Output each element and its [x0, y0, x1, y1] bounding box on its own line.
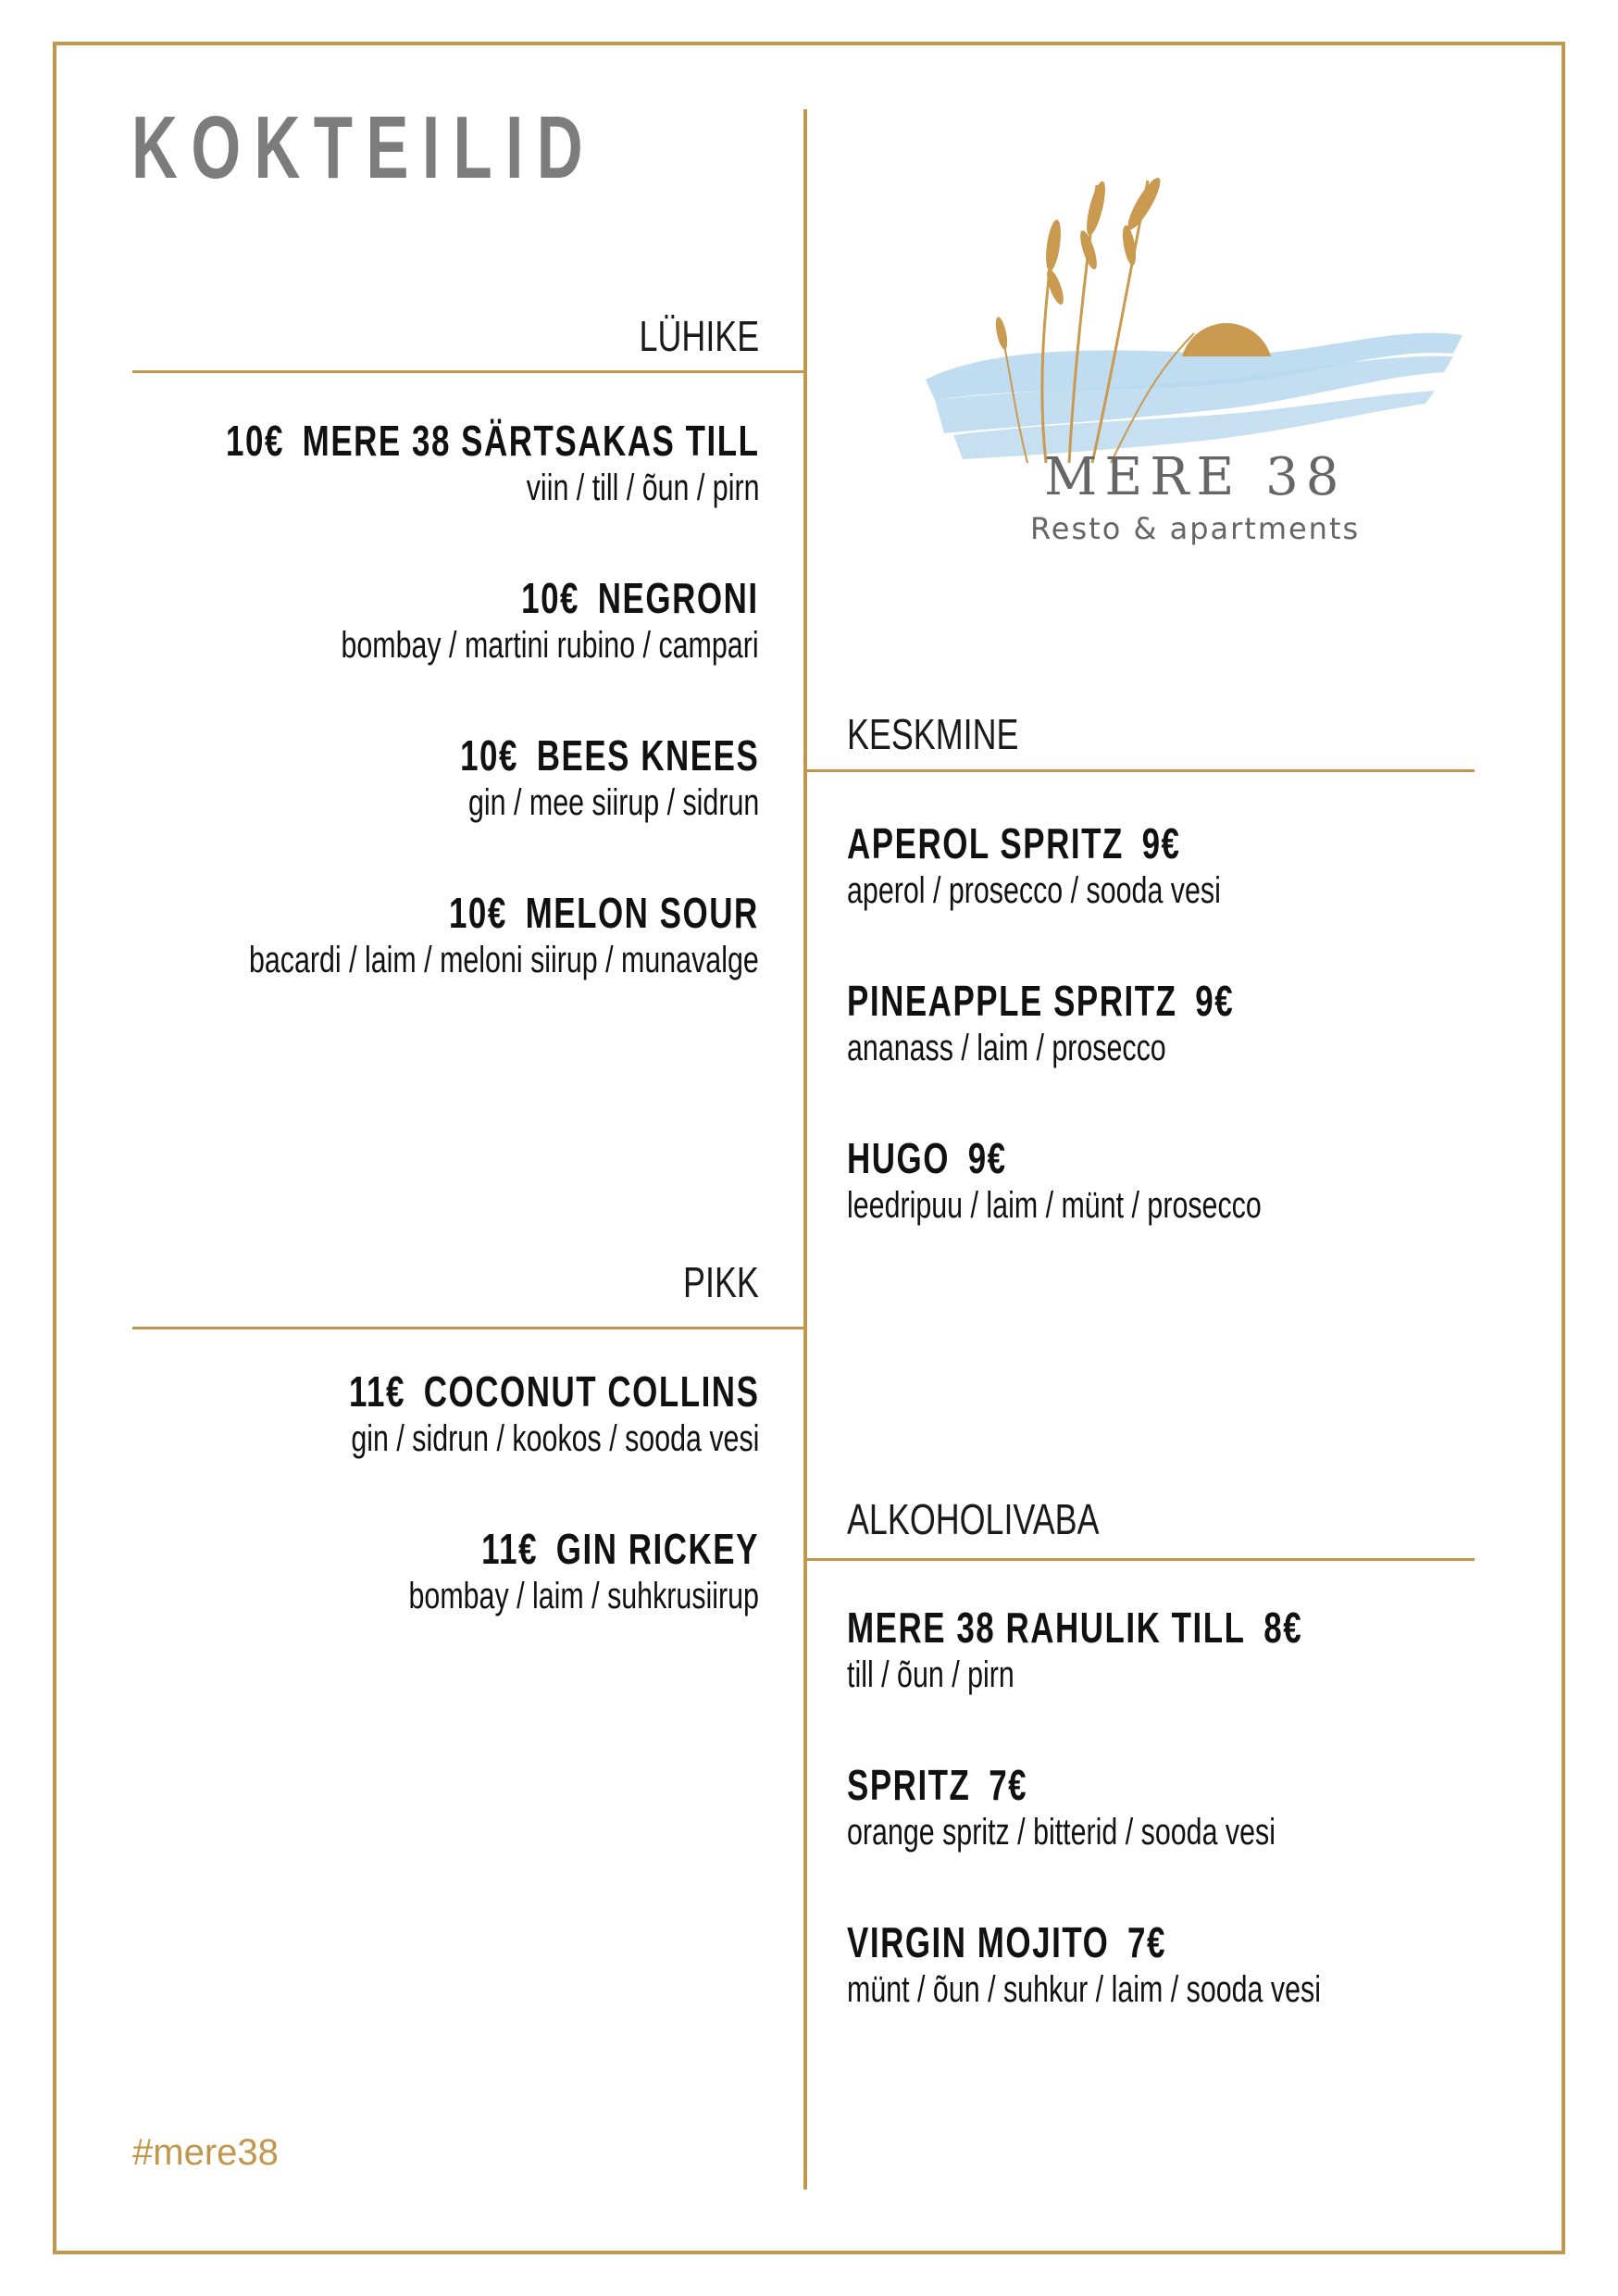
item-ingredients: aperol / prosecco / sooda vesi	[847, 870, 1221, 911]
item-name-line	[847, 819, 1221, 867]
column-divider	[803, 109, 807, 2190]
item-name-line	[847, 1134, 1262, 1182]
item-price: 10€	[449, 889, 508, 937]
item-price: 7€	[989, 1761, 1028, 1809]
section-heading-keskmine: KESKMINE	[847, 710, 1019, 758]
item-name: NEGRONI	[598, 574, 759, 622]
item-name-line	[409, 1525, 759, 1573]
item-price: 9€	[1195, 977, 1235, 1025]
item-name: MERE 38 SÄRTSAKAS TILL	[302, 417, 759, 465]
menu-item	[209, 574, 759, 668]
menu-item	[219, 1367, 759, 1462]
item-name: PINEAPPLE SPRITZ	[847, 977, 1177, 1025]
item-ingredients: gin / mee siirup / sidrun	[467, 782, 759, 823]
item-price: 10€	[459, 731, 518, 780]
menu-item	[298, 1525, 759, 1619]
menu-item	[847, 1761, 1411, 1855]
menu-item	[847, 819, 1338, 914]
menu-item	[847, 1134, 1392, 1229]
item-ingredients: till / õun / pirn	[847, 1654, 1014, 1695]
item-price: 11€	[481, 1525, 539, 1573]
section-divider-lyhike	[132, 370, 807, 373]
item-ingredients: bombay / laim / suhkrusiirup	[408, 1576, 759, 1616]
item-ingredients: bombay / martini rubino / campari	[341, 625, 759, 666]
section-heading-alkoholivaba: ALKOHOLIVABA	[847, 1495, 1100, 1543]
menu-item	[57, 417, 759, 511]
menu-item	[847, 1918, 1471, 2013]
section-heading-pikk: PIKK	[683, 1258, 759, 1306]
menu-item	[847, 977, 1356, 1071]
logo-wordmark: MERE 38	[1044, 447, 1347, 507]
logo-sun	[1182, 323, 1271, 356]
logo-tagline: Resto & apartments	[1030, 511, 1361, 546]
item-name: BEES KNEES	[536, 731, 759, 780]
item-name-line	[349, 1367, 759, 1416]
item-name-line	[249, 889, 759, 937]
item-ingredients: gin / sidrun / kookos / sooda vesi	[350, 1418, 759, 1459]
item-price: 9€	[967, 1134, 1007, 1182]
item-name-line	[342, 574, 759, 622]
menu-item	[366, 731, 759, 826]
item-ingredients: bacardi / laim / meloni siirup / munavalge	[249, 940, 759, 980]
section-divider-keskmine	[803, 769, 1475, 772]
item-price: 7€	[1127, 1918, 1166, 1966]
item-name-line	[847, 977, 1234, 1025]
item-name-line	[226, 417, 759, 465]
item-name-line	[460, 731, 759, 780]
item-ingredients: münt / õun / suhkur / laim / sooda vesi	[847, 1969, 1321, 2010]
item-name-line	[847, 1761, 1276, 1809]
item-price: 8€	[1263, 1603, 1303, 1652]
hashtag: #mere38	[132, 2132, 279, 2173]
item-price: 9€	[1141, 819, 1181, 867]
item-ingredients: orange spritz / bitterid / sooda vesi	[847, 1812, 1276, 1853]
item-name: MELON SOUR	[525, 889, 759, 937]
item-price: 10€	[225, 417, 284, 465]
item-ingredients: ananass / laim / prosecco	[847, 1028, 1166, 1068]
item-price: 11€	[348, 1367, 405, 1416]
item-name-line	[847, 1603, 1302, 1652]
item-name: HUGO	[847, 1134, 950, 1182]
item-name: VIRGIN MOJITO	[847, 1918, 1110, 1966]
item-price: 10€	[521, 574, 580, 622]
item-name: APEROL SPRITZ	[847, 819, 1124, 867]
item-name: GIN RICKEY	[555, 1525, 759, 1573]
section-divider-alkoholivaba	[803, 1558, 1475, 1561]
section-divider-pikk	[132, 1327, 807, 1329]
menu-item	[88, 889, 759, 983]
item-ingredients: leedripuu / laim / münt / prosecco	[847, 1185, 1262, 1226]
item-name: SPRITZ	[847, 1761, 971, 1809]
menu-item	[847, 1603, 1447, 1698]
section-heading-lyhike: LÜHIKE	[639, 312, 759, 360]
page-title: KOKTEILID	[131, 98, 597, 197]
item-name: MERE 38 RAHULIK TILL	[847, 1603, 1246, 1652]
item-name: COCONUT COLLINS	[423, 1367, 759, 1416]
item-ingredients: viin / till / õun / pirn	[526, 468, 759, 508]
item-name-line	[847, 1918, 1321, 1966]
